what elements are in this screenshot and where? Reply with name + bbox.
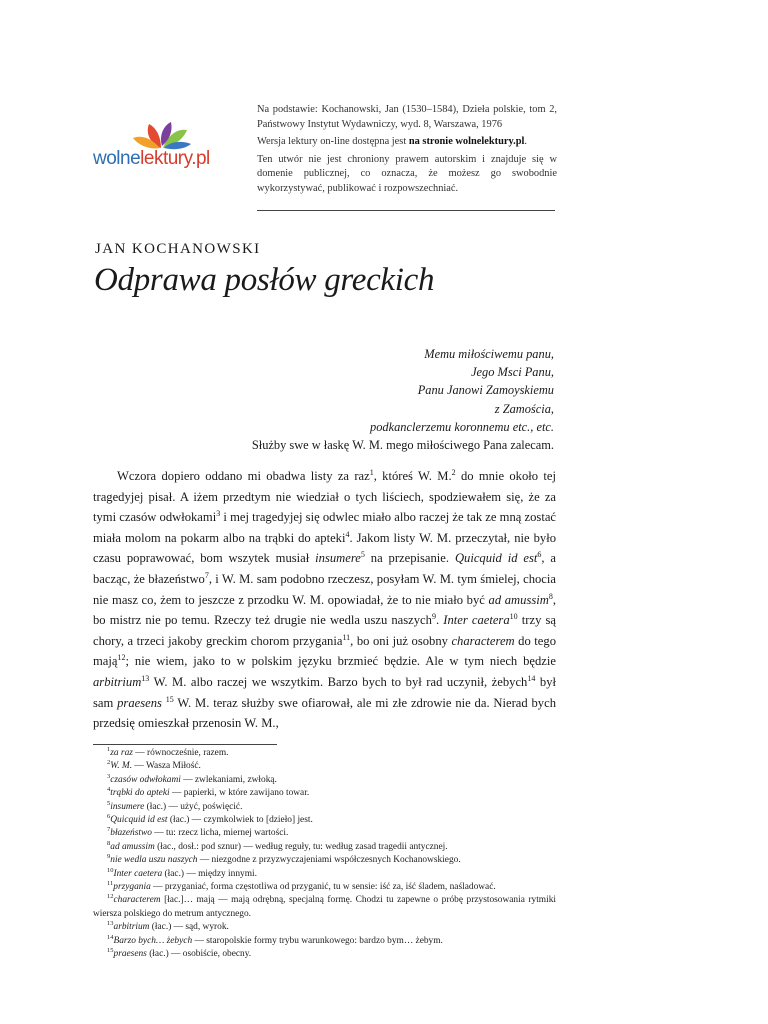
footnote-term: czasów odwłokami	[110, 774, 181, 785]
footnote-ref[interactable]: 4	[345, 529, 350, 539]
footnote-definition: (łac.) — czymkolwiek to [dzieło] jest.	[167, 815, 313, 826]
latin-term: arbitrium	[93, 674, 142, 689]
dedication-line: z Zamościa,	[494, 401, 554, 416]
latin-term: ad amussim	[488, 592, 549, 607]
header-divider	[257, 210, 555, 211]
footnote-ref[interactable]: 9	[431, 611, 436, 621]
footnote-ref[interactable]: 5	[360, 550, 365, 560]
text-run: był sam	[93, 674, 556, 710]
footnote-number: 7	[107, 826, 111, 834]
latin-term: characterem	[451, 633, 515, 648]
footnote-item	[93, 868, 556, 881]
latin-term: Quicquid id est	[454, 551, 538, 566]
work-title: Odprawa posłów greckich	[94, 262, 435, 298]
dedication-line: Jego Msci Panu,	[471, 365, 554, 380]
footnote-number: 6	[107, 812, 111, 820]
footnote-ref[interactable]: 14	[527, 673, 536, 683]
source-note: Na podstawie: Kochanowski, Jan (1530–1584), Dzieła polskie, tom 2, Państwowy Instytut Wydawniczy, wyd. 8, Warszawa, 1976	[257, 104, 557, 130]
text-run: , bo mistrz nie po temu. Rzeczy też drugie nie wedla uszu naszych	[93, 592, 557, 628]
footnote-number: 3	[107, 772, 111, 780]
footnote-definition: (łac.) — między innymi.	[162, 868, 257, 879]
online-link[interactable]: na stronie wolnelektury.pl	[408, 136, 525, 147]
text-run: , któreś W. M.	[373, 469, 452, 483]
footnote-definition: — równocześnie, razem.	[132, 748, 229, 758]
text-run: na przepisanie.	[364, 551, 455, 566]
footnote-divider	[93, 744, 277, 745]
text-run: , bo oni już osobny	[350, 633, 452, 648]
text-run: do mnie około tej tragedyjej pisał. A iżem przedtym nie wiedział o tych liściech, spodziewałem się, że za tymi czasów odwłokami	[93, 469, 556, 525]
text-run: .	[435, 613, 444, 628]
footnote-number: 15	[107, 946, 114, 954]
footnote-ref[interactable]: 15	[165, 694, 174, 704]
footnote-definition: — niezgodne z przyzwyczajeniami współczesnych Kochanowskiego.	[197, 855, 461, 866]
footnote-number: 12	[107, 893, 114, 901]
text-run: Wczora dopiero oddano mi obadwa listy za raz	[117, 469, 370, 483]
latin-term: praesens	[117, 695, 162, 710]
footnotes	[93, 747, 556, 962]
text-run: W. M. teraz służby swe ofiarował, ale mi złe zdrowie nie da. Nierad bych przedsię omieszkał przenosin W. M.,	[93, 695, 556, 731]
footnote-item	[93, 894, 556, 921]
footnote-term: Barzo bych… żebych	[113, 935, 193, 946]
footnote-term: Quicquid id est	[110, 815, 168, 826]
footnote-number: 10	[107, 866, 114, 874]
footnote-item	[93, 760, 556, 773]
text-run: ; nie wiem, jako to w polskim języku brzmieć będzie. Ale w tym niech będzie	[125, 654, 556, 669]
dedication-line: podkanclerzemu koronnemu etc., etc.	[370, 419, 554, 434]
text-run: i mej tragedyjej się odwlec miało albo raczej że tak ze mną zostać miała molom na pokarm albo na trąbki do apteki	[93, 510, 557, 545]
paragraph	[93, 466, 556, 734]
text-run: trzy są chory, a trzeci jakoby greckim chorom przygania	[93, 613, 556, 648]
footnote-item	[93, 747, 556, 760]
footnote-ref[interactable]: 7	[204, 570, 209, 580]
footnote-term: insumere	[110, 801, 145, 812]
footnote-term: błazeństwo	[110, 828, 152, 839]
footnote-definition: — papierki, w które zawijano towar.	[169, 788, 310, 799]
footnote-term: praesens	[113, 949, 147, 960]
publication-info	[257, 103, 557, 199]
footnote-definition: (łac.) — użyć, poświęcić.	[144, 801, 243, 812]
logo-wordmark	[93, 148, 210, 170]
latin-term: insumere	[315, 551, 361, 566]
footnote-term: za raz	[110, 748, 133, 758]
footnote-ref[interactable]: 3	[216, 509, 221, 518]
footnote-definition: — Wasza Miłość.	[132, 761, 201, 772]
footnote-term: W. M.	[110, 761, 133, 772]
footnote-term: przygania	[113, 882, 151, 893]
footnote-number: 5	[107, 799, 111, 807]
footnote-term: trąbki do apteki	[110, 788, 170, 799]
footnote-ref[interactable]: 13	[141, 673, 150, 683]
footnote-ref[interactable]: 11	[342, 632, 351, 642]
footnote-item	[93, 841, 556, 854]
footnote-term: Inter caetera	[113, 868, 163, 879]
footnote-ref[interactable]: 6	[537, 550, 542, 560]
dedication-line: Panu Janowi Zamoyskiemu	[417, 383, 554, 398]
footnote-item	[93, 881, 556, 894]
footnote-term: characterem	[113, 895, 161, 906]
footnote-ref[interactable]: 2	[451, 467, 456, 477]
author-name: JAN KOCHANOWSKI	[95, 241, 261, 257]
footnote-item	[93, 921, 556, 934]
footnote-definition: (łac.) — sąd, wyrok.	[149, 922, 229, 933]
dedication-line: Memu miłościwemu panu,	[424, 347, 554, 361]
footnote-ref[interactable]: 10	[509, 611, 518, 621]
wolnelektury-logo[interactable]	[93, 118, 243, 178]
footnote-term: nie wedla uszu naszych	[110, 855, 198, 866]
footnote-term: ad amussim	[110, 841, 155, 852]
footnote-definition: — tu: rzecz licha, miernej wartości.	[151, 828, 289, 839]
text-run: do tego mają	[93, 633, 556, 669]
footnote-item	[93, 948, 556, 961]
footnote-number: 11	[107, 879, 114, 887]
footnote-definition: — zwlekaniami, zwłoką.	[180, 774, 277, 785]
footnote-item	[93, 787, 556, 800]
logo-wordmark-part1: wolne	[93, 148, 141, 169]
online-prefix: Wersja lektury on-line dostępna jest	[257, 136, 407, 147]
footnote-number: 8	[107, 839, 111, 847]
footnote-item	[93, 801, 556, 814]
footnote-item	[93, 774, 556, 787]
license-note: Ten utwór nie jest chroniony prawem autorskim i znajduje się w domenie publicznej, co oznacza, że możesz go swobodnie wykorzystywać, publikować i rozpowszechniać.	[257, 153, 557, 194]
footnote-definition: — staropolskie formy trybu warunkowego: bardzo bym… żebym.	[192, 935, 443, 946]
footnote-ref[interactable]: 1	[369, 467, 374, 477]
online-suffix: .	[524, 136, 527, 147]
footnote-ref[interactable]: 8	[548, 591, 553, 601]
footnote-item	[93, 935, 556, 948]
logo-wordmark-part2: lektury.pl	[140, 148, 210, 169]
footnote-number: 9	[107, 853, 111, 861]
main-text	[93, 466, 556, 734]
footnote-item	[93, 827, 556, 840]
footnote-number: 13	[107, 920, 114, 928]
footnote-term: arbitrium	[113, 922, 150, 933]
footnote-ref[interactable]: 12	[117, 653, 126, 663]
footnote-definition: (łac., dosł.: pod sznur) — według reguły, tu: według zasad tragedii antycznej.	[154, 841, 448, 852]
footnote-item	[93, 814, 556, 827]
text-run: . Jakom listy W. M. przeczytał, nie było czasu poprawować, bom wszytek musiał	[93, 530, 556, 566]
leaf-logo-icon	[129, 118, 199, 152]
footnote-number: 2	[107, 759, 111, 767]
latin-term: Inter caetera	[443, 613, 510, 628]
text-run: , a bacząc, że błazeństwo	[93, 551, 557, 586]
footnote-definition: (łac.) — osobiście, obecny.	[146, 949, 252, 960]
dedication-closing: Służby swe w łaskę W. M. mego miłościwego Pana zalecam.	[251, 438, 554, 453]
footnote-item	[93, 854, 556, 867]
footnote-definition: [łac.]… mają — mają odrębną, specjalną formę. Chodzi tu zapewne o próbę przystosowania rytmiki wiersza polskiego do metrum antycznego.	[93, 895, 556, 919]
footnote-number: 1	[107, 745, 111, 753]
online-note	[257, 135, 557, 150]
text-run: , i W. M. sam podobno rzeczesz, posyłam W. M. tym śmielej, chocia nie masz co, żem to jeszcze z przodku W. M. opowiadał, że to nie miało być	[93, 571, 556, 607]
footnote-number: 14	[107, 933, 114, 941]
footnote-number: 4	[107, 786, 111, 794]
footnote-definition: — przyganiać, forma częstotliwa od przyganić, tu w sensie: iść za, iść śladem, naśladować.	[150, 882, 496, 893]
text-run: W. M. albo raczej we wszytkim. Barzo bych to był rad uczynił, żebych	[149, 674, 528, 689]
dedication	[252, 345, 554, 454]
